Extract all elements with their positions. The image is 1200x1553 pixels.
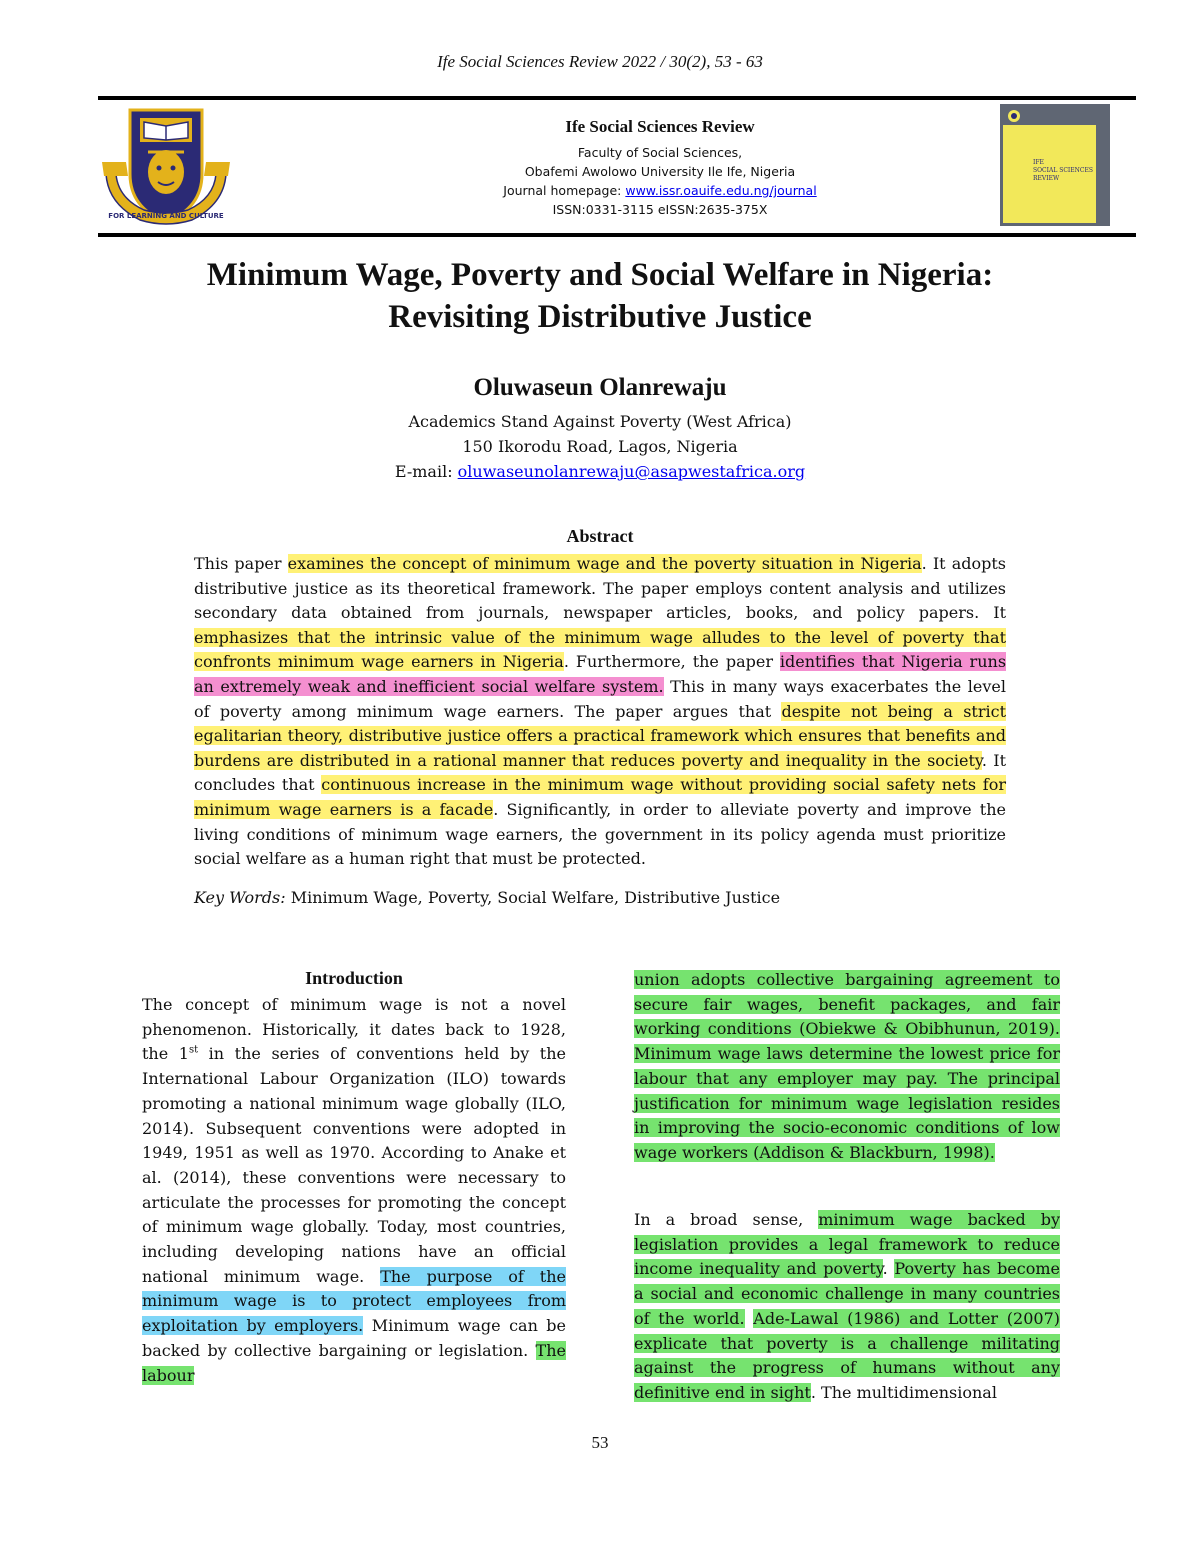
highlight-yellow: continuous increase in the minimum wage without providing social safety nets for minimum wage earners is a facade (194, 775, 1006, 819)
highlight-yellow: emphasizes that the intrinsic value of the minimum wage alludes to the level of poverty that confronts minimum wage earners in Nigeria (194, 627, 1006, 672)
homepage-label: Journal homepage: (503, 183, 626, 198)
introduction-left-column (142, 993, 566, 1388)
abstract-text: . Furthermore, the paper (563, 652, 780, 672)
highlight-green: Poverty has become a social and economic challenge in many countries of the world. (634, 1259, 1061, 1328)
cover-text-1: IFE (1033, 159, 1044, 166)
logo-motto: FOR LEARNING AND CULTURE (108, 212, 224, 220)
journal-cover-image (1000, 104, 1110, 226)
running-head: Ife Social Sciences Review 2022 / 30(2), 53 - 63 (437, 52, 763, 71)
body-text: The concept of minimum wage is not a novel phenomenon. Historically, it dates back to 1928, the 1 (142, 995, 566, 1064)
highlight-green: minimum wage backed by legislation provides a legal framework to reduce income inequality and poverty (634, 1210, 1061, 1279)
abstract-text: . It concludes that (194, 750, 1006, 795)
abstract-text: This paper (194, 554, 288, 573)
introduction-heading: Introduction (305, 968, 403, 988)
introduction-right-paragraph-2 (634, 1208, 1060, 1406)
highlight-yellow: despite not being a strict egalitarian theory, distributive justice offers a practical framework which ensures that benefits and burdens are distributed in a rational manner that reduces poverty and inequality in the society (194, 701, 1007, 770)
keywords-label: Key Words: (194, 888, 286, 907)
journal-info (360, 117, 960, 219)
cover-text-2: SOCIAL SCIENCES (1033, 167, 1093, 174)
header-rule-bottom (98, 233, 1136, 237)
header-rule-top (98, 96, 1136, 100)
abstract-heading: Abstract (566, 526, 634, 546)
homepage-link[interactable]: www.issr.oauife.edu.ng/journal (625, 183, 817, 198)
author-address: 150 Ikorodu Road, Lagos, Nigeria (462, 437, 738, 456)
page-number: 53 (591, 1433, 609, 1452)
keywords-text: Minimum Wage, Poverty, Social Welfare, Distributive Justice (285, 888, 781, 907)
journal-issn: ISSN:0331-3115 eISSN:2635-375X (552, 202, 768, 217)
abstract-text: This in many ways exacerbates the level of poverty among minimum wage earners. The paper argues that (194, 676, 1006, 721)
body-text: In a broad sense, (634, 1210, 819, 1229)
body-text (745, 1309, 754, 1328)
highlight-green: Minimum wage laws determine the lowest price for labour that any employer may pay. The principal justification for minimum wage legislation resides in improving the socio-economic conditions of low wage workers (Addison & Blackburn, 1998). (634, 1044, 1060, 1162)
cover-text-3: REVIEW (1033, 175, 1060, 182)
email-link[interactable]: oluwaseunolanrewaju@asapwestafrica.org (457, 462, 806, 481)
body-text: Minimum wage can be backed by collective bargaining or legislation. (142, 1316, 567, 1360)
introduction-right-paragraph-1 (634, 968, 1060, 1166)
ordinal-superscript: st (188, 1045, 199, 1057)
body-text: . The multidimensional (810, 1382, 997, 1402)
author-affiliation: Academics Stand Against Poverty (West Africa) (408, 412, 792, 431)
highlight-green: union adopts collective bargaining agreement to secure fair wages, benefit packages, and fair working conditions (Obiekwe & Obibhunun, 2019). (634, 970, 1060, 1039)
journal-name: Ife Social Sciences Review (565, 117, 755, 136)
highlight-yellow: examines the concept of minimum wage and the poverty situation in Nigeria (287, 554, 922, 573)
highlight-green: The labour (142, 1340, 566, 1385)
journal-university: Obafemi Awolowo University Ile Ife, Nigeria (524, 164, 796, 179)
university-logo (100, 104, 232, 230)
highlight-green: Ade-Lawal (1986) and Lotter (2007) explicate that poverty is a challenge militating against the progress of humans without any definitive end in sight (634, 1308, 1060, 1402)
keywords (194, 888, 1006, 907)
highlight-blue: The purpose of the minimum wage is to protect employees from exploitation by employers. (142, 1266, 566, 1336)
journal-homepage (360, 181, 960, 200)
paper-title-line-2: Revisiting Distributive Justice (388, 299, 812, 335)
body-text: in the series of conventions held by the International Labour Organization (ILO) towards promoting a national minimum wage globally (ILO, 2014). Subsequent conventions were adopted in 1949, 1951 as well as 1970. According to Anake et al. (2014), these conventions were necessary to articulate the processes for promoting the concept of minimum wage globally. Today, most countries, including developing nations have an official national minimum wage. (142, 1044, 566, 1286)
abstract-text: . Significantly, in order to alleviate poverty and improve the living conditions of minimum wage earners, the government in its policy agenda must prioritize social welfare as a human right that must be protected. (194, 799, 1006, 869)
abstract-body (194, 552, 1006, 872)
abstract-text: . It adopts distributive justice as its theoretical framework. The paper employs content analysis and utilizes secondary data obtained from journals, newspaper articles, books, and policy papers. It (194, 554, 1007, 623)
paper-title (0, 254, 1200, 338)
paper-title-line-1: Minimum Wage, Poverty and Social Welfare in Nigeria: (206, 257, 994, 293)
body-text: . (882, 1259, 895, 1279)
journal-faculty: Faculty of Social Sciences, (577, 145, 743, 160)
highlight-pink: identifies that Nigeria runs an extremely weak and inefficient social welfare system. (194, 652, 1007, 696)
email-label: E-mail: (394, 462, 458, 481)
author-name: Oluwaseun Olanrewaju (473, 374, 727, 401)
author-email (0, 462, 1200, 481)
